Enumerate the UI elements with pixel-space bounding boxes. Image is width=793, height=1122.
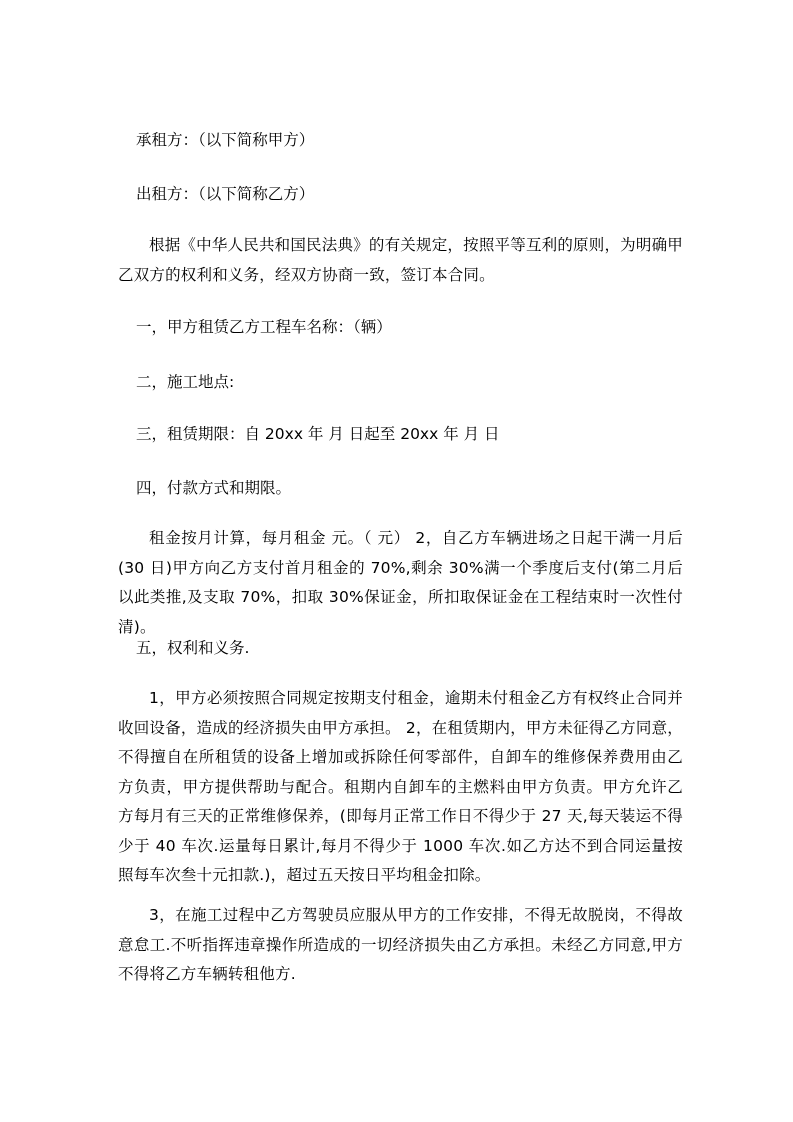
clause-3-paragraph: 3，在施工过程中乙方驾驶员应服从甲方的工作安排，不得无故脱岗，不得故意怠工.不听指挥违章操作所造成的一切经济损失由乙方承担。未经乙方同意,甲方不得将乙方车辆转租他方. <box>118 906 683 983</box>
clause-1-2-paragraph: 1，甲方必须按照合同规定按期支付租金，逾期未付租金乙方有权终止合同并收回设备，造成的经济损失由甲方承担。 2，在租赁期内，甲方未征得乙方同意，不得擅自在所租赁的设备上增加或拆除任何零部件，自卸车的维修保养费用由乙方负责，甲方提供帮助与配合。租期内自卸车的主燃料由甲方负责。甲方允许乙方每月有三天的正常维修保养，(即每月正常工作日不得少于 27 天,每天装运不得少于 40 车次.运量每日累计,每月不得少于 1000 车次.如乙方达不到合同运量按照每车次叁十元扣款.)，超过五天按日平均租金扣除。 <box>118 689 683 884</box>
lessor-line: 出租方：（以下简称乙方） <box>136 185 315 203</box>
section-4-heading: 四，付款方式和期限。 <box>136 479 292 497</box>
section-1-vehicle: 一，甲方租赁乙方工程车名称：（辆） <box>136 318 392 336</box>
preamble-paragraph: 根据《中华人民共和国民法典》的有关规定，按照平等互利的原则，为明确甲乙双方的权利和义务，经双方协商一致，签订本合同。 <box>118 236 683 284</box>
payment-terms-paragraph: 租金按月计算，每月租金 元。（ 元） 2，自乙方车辆进场之日起干满一月后(30 日)甲方向乙方支付首月租金的 70%,剩余 30%满一个季度后支付(第二月后以此类推,及支取 70%，扣取 30%保证金，所扣取保证金在工程结束时一次性付清)。 <box>118 529 683 636</box>
section-3-term: 三，租赁期限：自 20xx 年 月 日起至 20xx 年 月 日 <box>136 425 500 443</box>
section-5-heading: 五，权利和义务. <box>136 639 250 657</box>
lessee-line: 承租方：（以下简称甲方） <box>136 131 315 149</box>
section-2-site: 二，施工地点: <box>136 373 235 391</box>
